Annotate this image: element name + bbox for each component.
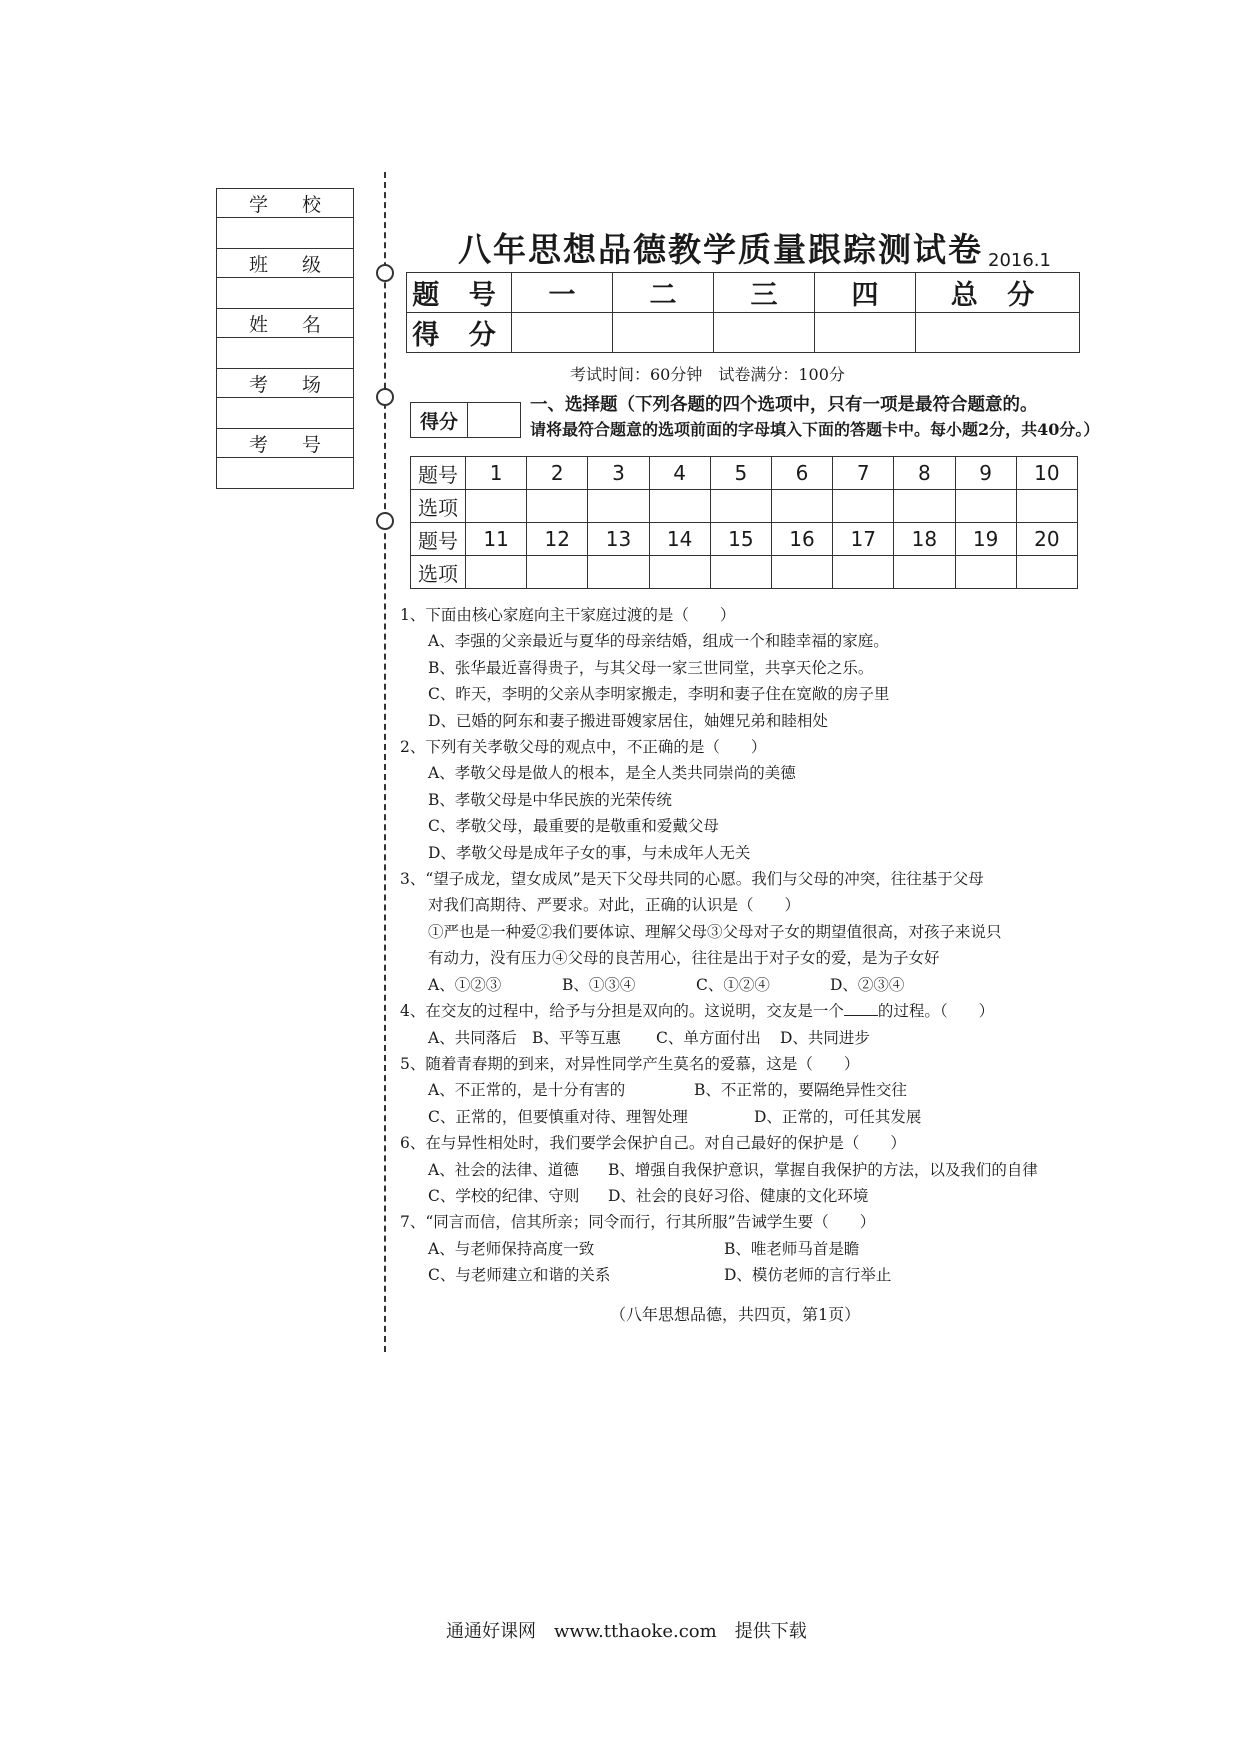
question-option: D、社会的良好习俗、健康的文化环境 [608, 1186, 869, 1205]
fill-blank [844, 1001, 878, 1016]
class-field[interactable] [217, 278, 353, 309]
score-cell[interactable] [512, 313, 613, 353]
section1-heading: 一、选择题（下列各题的四个选项中，只有一项是最符合题意的。 [530, 395, 1038, 415]
binding-hole-icon [376, 264, 394, 282]
binding-dashed-line [384, 172, 386, 1352]
page-number-footer: （八年思想品德，共四页，第1页） [610, 1305, 861, 1324]
question-option: A、与老师保持高度一致 [428, 1239, 595, 1258]
site-credit-footer: 通通好课网 www.tthaoke.com 提供下载 [446, 1621, 807, 1642]
number-field[interactable] [217, 458, 353, 488]
question-options-row [400, 1262, 1120, 1288]
question-options-row [400, 972, 1120, 998]
questions-list [400, 602, 1120, 1289]
question-stem-continued: 对我们高期待、严要求。对此，正确的认识是（ ） [428, 896, 801, 915]
answer-cell[interactable] [649, 556, 710, 589]
question-option: C、单方面付出 [656, 1028, 761, 1047]
answer-card-table [410, 456, 1078, 589]
question-option: A、孝敬父母是做人的根本，是全人类共同崇尚的美德 [428, 764, 796, 783]
question-option: C、与老师建立和谐的关系 [428, 1266, 611, 1285]
section1-instructions: 请将最符合题意的选项前面的字母填入下面的答题卡中。每小题2分，共40分。） [530, 420, 1100, 439]
question-option: B、①③④ [562, 975, 636, 994]
question-statements: 有动力，没有压力④父母的良苦用心，往往是出于对子女的爱，是为子女好 [428, 949, 940, 968]
question-stem: 2、下列有关孝敬父母的观点中，不正确的是（ ） [400, 738, 767, 757]
info-row-number: 考 号 [217, 429, 353, 458]
answer-cell[interactable] [588, 556, 649, 589]
question-stem: 6、在与异性相处时，我们要学会保护自己。对自己最好的保护是（ ） [400, 1134, 906, 1153]
answer-cell[interactable] [771, 556, 832, 589]
answer-cell[interactable] [955, 556, 1016, 589]
score-header-row: 题 号 一 二 三 四 总 分 [407, 273, 1080, 313]
question-option: C、孝敬父母，最重要的是敬重和爱戴父母 [428, 817, 719, 836]
room-field[interactable] [217, 398, 353, 429]
question-options-row [400, 1183, 1120, 1209]
section1-score-cell[interactable] [468, 403, 521, 438]
answer-num-row: 题号 1 2 3 4 5 6 7 8 9 10 [411, 457, 1078, 490]
question-options-row [400, 1077, 1120, 1103]
question-option: D、共同进步 [780, 1028, 870, 1047]
exam-info: 考试时间：60分钟 试卷满分：100分 [570, 365, 845, 384]
answer-cell[interactable] [527, 556, 588, 589]
question-option: B、孝敬父母是中华民族的光荣传统 [428, 790, 672, 809]
question-stem: 5、随着青春期的到来，对异性同学产生莫名的爱慕，这是（ ） [400, 1054, 860, 1073]
exam-date: 2016.1 [988, 250, 1051, 271]
answer-cell[interactable] [894, 556, 955, 589]
answer-cell[interactable] [649, 490, 710, 523]
answer-cell[interactable] [588, 490, 649, 523]
section1-score-box: 得分 [410, 402, 521, 438]
question-option: A、不正常的，是十分有害的 [428, 1081, 626, 1100]
question-option: B、平等互惠 [532, 1028, 621, 1047]
answer-cell[interactable] [710, 490, 771, 523]
answer-option-row: 选项 [411, 556, 1078, 589]
question-options-row [400, 1025, 1120, 1051]
question-option: C、①②④ [696, 975, 770, 994]
question-option: C、正常的，但要慎重对待、理智处理 [428, 1107, 688, 1126]
score-cell[interactable] [815, 313, 916, 353]
question-option: D、已婚的阿东和妻子搬进哥嫂家居住，妯娌兄弟和睦相处 [428, 711, 828, 730]
info-row-name: 姓 名 [217, 309, 353, 338]
score-value-row: 得 分 [407, 313, 1080, 353]
binding-hole-icon [376, 388, 394, 406]
score-cell[interactable] [916, 313, 1080, 353]
info-row-school: 学 校 [217, 189, 353, 218]
answer-cell[interactable] [466, 490, 527, 523]
question-option: A、共同落后 [428, 1028, 517, 1047]
answer-cell[interactable] [833, 490, 894, 523]
answer-cell[interactable] [527, 490, 588, 523]
question-statements: ①严也是一种爱②我们要体谅、理解父母③父母对子女的期望值很高，对孩子来说只 [428, 922, 1002, 941]
question-option: B、张华最近喜得贵子，与其父母一家三世同堂，共享天伦之乐。 [428, 658, 874, 677]
answer-cell[interactable] [1016, 556, 1077, 589]
page-title: 八年思想品德教学质量跟踪测试卷 [458, 230, 983, 269]
answer-option-row: 选项 [411, 490, 1078, 523]
question-stem: 1、下面由核心家庭向主干家庭过渡的是（ ） [400, 606, 736, 624]
question-option: B、增强自我保护意识，掌握自我保护的方法，以及我们的自律 [608, 1160, 1038, 1179]
score-cell[interactable] [613, 313, 714, 353]
answer-cell[interactable] [771, 490, 832, 523]
question-stem: 3、“望子成龙，望女成凤”是天下父母共同的心愿。我们与父母的冲突，往往基于父母 [400, 870, 984, 889]
answer-num-row: 题号 11 12 13 14 15 16 17 18 19 20 [411, 523, 1078, 556]
binding-hole-icon [376, 512, 394, 530]
answer-cell[interactable] [1016, 490, 1077, 523]
answer-cell[interactable] [466, 556, 527, 589]
question-option: B、唯老师马首是瞻 [724, 1239, 860, 1258]
question-option: A、①②③ [428, 975, 502, 994]
student-info-box [216, 188, 354, 489]
answer-cell[interactable] [833, 556, 894, 589]
school-field[interactable] [217, 218, 353, 249]
score-table [406, 272, 1080, 353]
question-stem: 4、在交友的过程中，给予与分担是双向的。这说明，交友是一个 的过程。（ ） [400, 1002, 995, 1021]
question-options-row [400, 1157, 1120, 1183]
question-options-row [400, 1104, 1120, 1130]
answer-cell[interactable] [710, 556, 771, 589]
info-row-class: 班 级 [217, 249, 353, 278]
question-option: D、模仿老师的言行举止 [724, 1266, 892, 1285]
question-option: B、不正常的，要隔绝异性交往 [694, 1081, 907, 1100]
answer-cell[interactable] [955, 490, 1016, 523]
question-option: C、昨天，李明的父亲从李明家搬走，李明和妻子住在宽敞的房子里 [428, 685, 890, 704]
question-option: C、学校的纪律、守则 [428, 1186, 580, 1205]
name-field[interactable] [217, 338, 353, 369]
info-row-room: 考 场 [217, 369, 353, 398]
question-option: A、社会的法律、道德 [428, 1160, 579, 1179]
question-option: D、②③④ [830, 975, 905, 994]
question-option: D、孝敬父母是成年子女的事，与未成年人无关 [428, 843, 751, 862]
question-stem: 7、“同言而信，信其所亲；同令而行，行其所服”告诫学生要（ ） [400, 1213, 876, 1232]
question-option: A、李强的父亲最近与夏华的母亲结婚，组成一个和睦幸福的家庭。 [428, 632, 889, 651]
question-option: D、正常的，可任其发展 [754, 1107, 922, 1126]
score-cell[interactable] [714, 313, 815, 353]
answer-cell[interactable] [894, 490, 955, 523]
question-options-row [400, 1236, 1120, 1262]
